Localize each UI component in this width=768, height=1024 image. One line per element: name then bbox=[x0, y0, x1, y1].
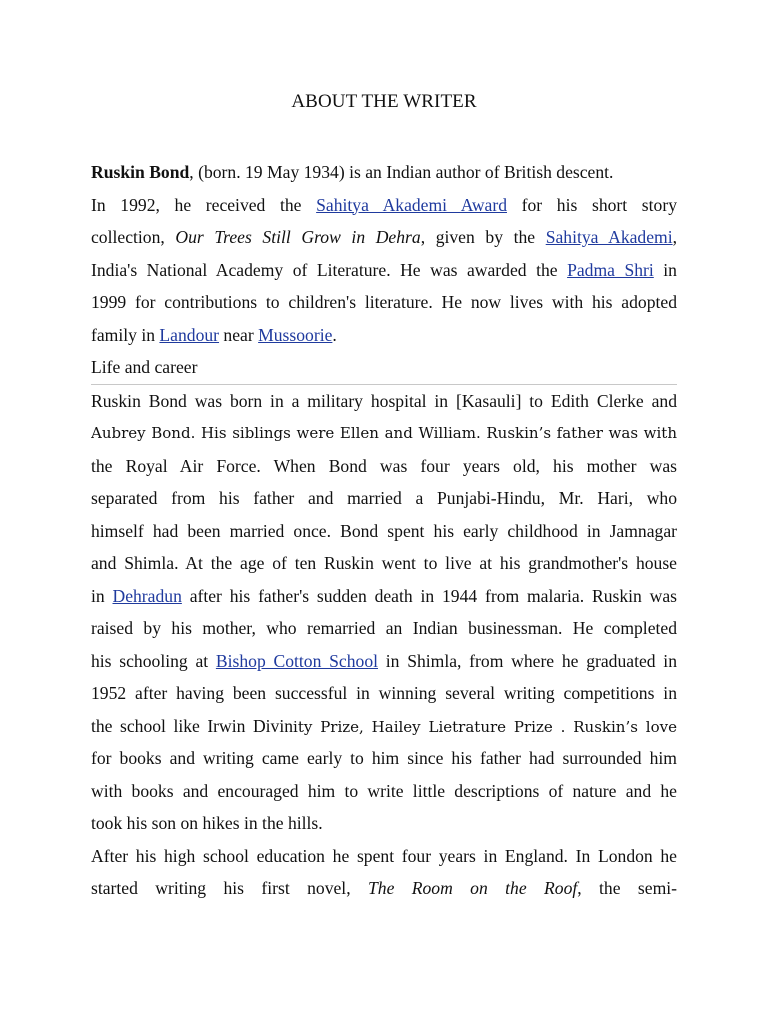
bio-line-5: himself had been married once. Bond spent his early childhood in Jamnagar bbox=[91, 520, 677, 541]
author-name: Ruskin Bond bbox=[91, 162, 190, 182]
award-line-5 bbox=[91, 319, 677, 352]
section-heading-life-career: Life and career bbox=[91, 357, 198, 377]
book-title-room-on-roof: The Room on the Roof bbox=[367, 878, 578, 898]
link-bishop-cotton-school[interactable]: Bishop Cotton School bbox=[215, 650, 379, 671]
text-run: India's National Academy of Literature. He was awarded the bbox=[91, 259, 568, 280]
text-run: . bbox=[332, 324, 337, 345]
bio-line-10: 1952 after having been successful in winning several writing competitions in bbox=[91, 683, 677, 703]
intro-text: , (born. 19 May 1934) is an Indian author of British descent. bbox=[189, 162, 614, 182]
england-line-2 bbox=[91, 872, 677, 905]
text-run-alt-font: ity Prize, Hailey Lietrature Prize . Ruskin’s love bbox=[293, 717, 677, 736]
book-title-our-trees: Our Trees Still Grow in Dehra bbox=[175, 227, 421, 247]
bio-line-8: raised by his mother, who remarried an Indian businessman. He completed bbox=[91, 618, 677, 638]
link-mussoorie[interactable]: Mussoorie bbox=[258, 324, 333, 345]
text-run: , the semi- bbox=[577, 878, 677, 898]
bio-line-14: took his son on hikes in the hills. bbox=[91, 813, 323, 833]
link-dehradun[interactable]: Dehradun bbox=[112, 585, 182, 606]
text-run: the school like Irwin Divin bbox=[91, 715, 294, 736]
text-run: in bbox=[91, 585, 113, 606]
award-line-3 bbox=[91, 254, 677, 287]
bio-line-13: with books and encouraged him to write little descriptions of nature and he bbox=[91, 780, 677, 801]
link-landour[interactable]: Landour bbox=[159, 324, 220, 345]
text-run: in bbox=[653, 259, 677, 280]
text-run: In 1992, he received the bbox=[91, 194, 317, 215]
bio-line-9 bbox=[91, 645, 677, 678]
page-title: ABOUT THE WRITER bbox=[291, 91, 477, 112]
award-line-4: 1999 for contributions to children's literature. He now lives with his adopted bbox=[91, 292, 677, 312]
text-run: started writing his first novel, bbox=[91, 878, 368, 898]
bio-line-4: separated from his father and married a Punjabi-Hindu, Mr. Hari, who bbox=[91, 488, 677, 508]
text-run: for his short story bbox=[507, 194, 677, 215]
england-line-1: After his high school education he spent four years in England. In London he bbox=[91, 845, 677, 866]
bio-line-2: Aubrey Bond. His siblings were Ellen and William. Ruskin’s father was with bbox=[91, 424, 677, 442]
intro-line bbox=[91, 156, 677, 189]
bio-line-1: Ruskin Bond was born in a military hospital in [Kasauli] to Edith Clerke and bbox=[91, 390, 677, 411]
text-run: family in bbox=[91, 324, 160, 345]
bio-line-7 bbox=[91, 580, 677, 613]
text-run: his schooling at bbox=[91, 650, 216, 671]
award-line-1 bbox=[91, 189, 677, 222]
link-sahitya-akademi[interactable]: Sahitya Akademi bbox=[545, 227, 673, 247]
bio-line-12: for books and writing came early to him since his father had surrounded him bbox=[91, 748, 677, 768]
text-run: , bbox=[672, 227, 677, 247]
text-run: near bbox=[219, 324, 259, 345]
bio-line-6: and Shimla. At the age of ten Ruskin went to live at his grandmother's house bbox=[91, 553, 677, 573]
text-run: in Shimla, from where he graduated in bbox=[378, 650, 677, 671]
award-line-2 bbox=[91, 221, 677, 254]
text-run: , given by the bbox=[420, 227, 546, 247]
bio-line-11 bbox=[91, 710, 677, 743]
text-run: after his father's sudden death in 1944 from malaria. Ruskin was bbox=[181, 585, 677, 606]
text-run: collection, bbox=[91, 227, 176, 247]
document-page bbox=[91, 88, 677, 905]
link-sahitya-akademi-award[interactable]: Sahitya Akademi Award bbox=[316, 194, 507, 215]
bio-line-3: the Royal Air Force. When Bond was four years old, his mother was bbox=[91, 455, 677, 476]
link-padma-shri[interactable]: Padma Shri bbox=[567, 259, 654, 280]
